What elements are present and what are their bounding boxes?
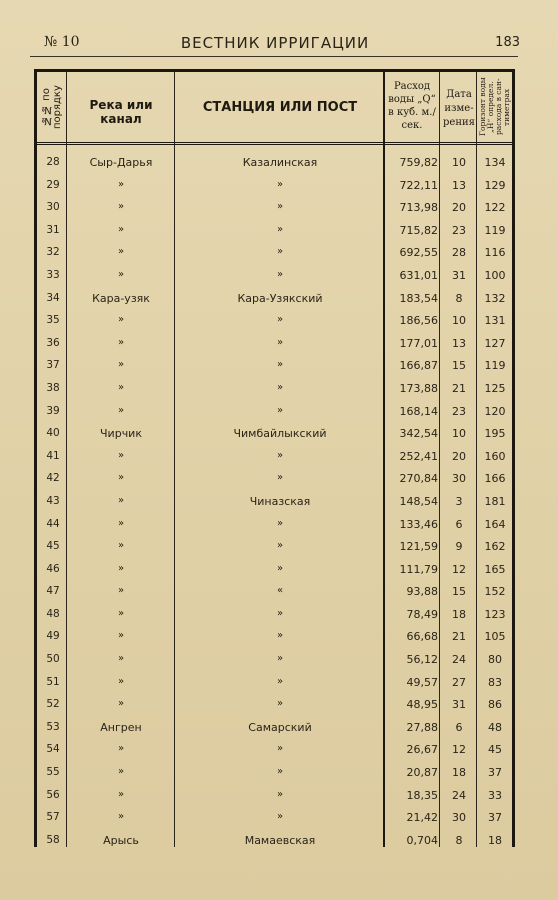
cell-flow: 48,95 — [406, 698, 438, 712]
cell-date: 12 — [452, 743, 466, 757]
cell-station: » — [276, 201, 284, 213]
cell-level: 100 — [484, 268, 506, 282]
table-row — [37, 603, 512, 626]
cell-date: 31 — [452, 698, 466, 712]
cell-river: » — [117, 494, 125, 506]
cell-level: 123 — [484, 607, 506, 621]
cell-station: » — [276, 268, 284, 280]
cell-station: » — [276, 540, 284, 552]
header-separator — [37, 142, 512, 145]
cell-level: 37 — [488, 811, 502, 825]
cell-river: Сыр-Дарья — [89, 156, 153, 169]
table-row — [37, 354, 512, 377]
cell-river: » — [117, 766, 125, 778]
cell-no: 37 — [46, 359, 60, 372]
cell-no: 49 — [46, 630, 60, 643]
cell-date: 18 — [452, 766, 466, 780]
cell-level: 127 — [484, 336, 506, 350]
cell-flow: 166,87 — [399, 359, 438, 373]
cell-date: 10 — [452, 427, 466, 441]
cell-station: » — [276, 472, 284, 484]
cell-river: » — [117, 336, 125, 348]
cell-no: 33 — [46, 268, 60, 281]
cell-river: » — [117, 517, 125, 529]
cell-station: » — [276, 562, 284, 574]
table-row — [37, 377, 512, 400]
cell-no: 34 — [46, 291, 60, 304]
cell-station: » — [276, 698, 284, 710]
cell-date: 12 — [452, 562, 466, 576]
data-table — [34, 69, 515, 847]
table-row — [37, 422, 512, 445]
cell-date: 28 — [452, 246, 466, 260]
cell-river: » — [117, 314, 125, 326]
cell-level: 164 — [484, 517, 506, 531]
cell-no: 28 — [46, 156, 60, 168]
cell-date: 10 — [452, 314, 466, 328]
cell-flow: 270,84 — [399, 472, 438, 486]
table-body — [37, 151, 512, 851]
cell-river: » — [117, 381, 125, 393]
cell-date: 8 — [455, 291, 463, 305]
cell-date: 30 — [452, 472, 466, 486]
header-river: Река или канал — [89, 98, 153, 126]
header-number: №№ по порядку — [41, 85, 63, 129]
cell-flow: 18,35 — [406, 788, 438, 802]
cell-river: » — [117, 585, 125, 597]
cell-level: 195 — [484, 427, 506, 441]
table-row — [37, 467, 512, 490]
cell-level: 125 — [484, 381, 506, 395]
cell-station: » — [276, 223, 284, 235]
cell-level: 48 — [488, 720, 502, 734]
cell-station: » — [276, 517, 284, 529]
cell-station: » — [276, 675, 284, 687]
cell-level: 160 — [484, 449, 506, 463]
table-row — [37, 580, 512, 603]
cell-river: » — [117, 743, 125, 755]
table-row — [37, 400, 512, 423]
cell-no: 56 — [46, 788, 60, 801]
journal-title: ВЕСТНИК ИРРИГАЦИИ — [180, 34, 370, 52]
cell-level: 119 — [484, 223, 506, 237]
table-row — [37, 671, 512, 694]
cell-level: 134 — [484, 156, 506, 169]
cell-no: 39 — [46, 404, 60, 417]
cell-date: 21 — [452, 381, 466, 395]
cell-flow: 121,59 — [399, 540, 438, 554]
table-row — [37, 287, 512, 310]
cell-flow: 20,87 — [406, 766, 438, 780]
cell-level: 116 — [484, 246, 506, 260]
cell-level: 165 — [484, 562, 506, 576]
cell-flow: 252,41 — [399, 449, 438, 463]
cell-level: 132 — [484, 291, 506, 305]
table-row — [37, 490, 512, 513]
header-station: СТАНЦИЯ ИЛИ ПОСТ — [202, 100, 358, 115]
cell-date: 15 — [452, 585, 466, 599]
cell-flow: 715,82 — [399, 223, 438, 237]
cell-station: » — [276, 314, 284, 326]
cell-no: 42 — [46, 472, 60, 485]
header-flow: Расход воды „Q“ в куб. м./сек. — [388, 81, 436, 131]
cell-no: 50 — [46, 653, 60, 666]
cell-river: Чирчик — [100, 427, 142, 441]
cell-river: » — [117, 698, 125, 710]
cell-no: 40 — [46, 427, 60, 440]
cell-level: 33 — [488, 788, 502, 802]
cell-date: 21 — [452, 630, 466, 644]
table-row — [37, 219, 512, 242]
table-row — [37, 445, 512, 468]
cell-level: 152 — [484, 585, 506, 599]
cell-date: 24 — [452, 653, 466, 667]
table-row — [37, 806, 512, 829]
table-row — [37, 535, 512, 558]
cell-level: 119 — [484, 359, 506, 373]
table-row — [37, 309, 512, 332]
cell-flow: 27,88 — [406, 720, 438, 734]
cell-no: 38 — [46, 381, 60, 394]
cell-flow: 26,67 — [406, 743, 438, 757]
cell-river: » — [117, 268, 125, 280]
cell-date: 10 — [452, 156, 466, 169]
cell-no: 30 — [46, 201, 60, 214]
cell-station: » — [276, 630, 284, 642]
cell-river: » — [117, 562, 125, 574]
running-head — [30, 34, 520, 56]
table-row — [37, 196, 512, 219]
cell-level: 129 — [484, 178, 506, 192]
cell-river: » — [117, 675, 125, 687]
cell-date: 15 — [452, 359, 466, 373]
cell-level: 181 — [484, 494, 506, 508]
cell-flow: 111,79 — [399, 562, 438, 576]
cell-date: 23 — [452, 223, 466, 237]
cell-no: 29 — [46, 178, 60, 191]
cell-flow: 21,42 — [406, 811, 438, 825]
cell-no: 31 — [46, 223, 60, 236]
table-row — [37, 738, 512, 761]
cell-flow: 722,11 — [399, 178, 438, 192]
table-row — [37, 648, 512, 671]
cell-flow: 342,54 — [399, 427, 438, 441]
cell-flow: 93,88 — [406, 585, 438, 599]
table-row — [37, 625, 512, 648]
cell-river: » — [117, 630, 125, 642]
table-row — [37, 264, 512, 287]
cell-station: Чимбайлыкский — [233, 427, 327, 441]
cell-river: Арысь — [103, 833, 139, 847]
cell-river: » — [117, 607, 125, 619]
cell-river: » — [117, 404, 125, 416]
cell-level: 105 — [484, 630, 506, 644]
cell-flow: 56,12 — [406, 653, 438, 667]
cell-flow: 183,54 — [399, 291, 438, 305]
cell-level: 18 — [488, 833, 502, 847]
cell-river: » — [117, 653, 125, 665]
cell-no: 58 — [46, 833, 60, 846]
cell-date: 23 — [452, 404, 466, 418]
cell-no: 55 — [46, 766, 60, 779]
header-date: Дата изме-рения — [443, 89, 475, 128]
table-row — [37, 151, 512, 174]
cell-level: 83 — [488, 675, 502, 689]
cell-station: » — [276, 766, 284, 778]
cell-no: 35 — [46, 314, 60, 327]
cell-date: 27 — [452, 675, 466, 689]
cell-no: 46 — [46, 562, 60, 575]
cell-station: » — [276, 381, 284, 393]
cell-station: Кара-Узякский — [237, 291, 323, 305]
cell-level: 86 — [488, 698, 502, 712]
cell-river: » — [117, 540, 125, 552]
cell-flow: 173,88 — [399, 381, 438, 395]
cell-flow: 133,46 — [399, 517, 438, 531]
cell-date: 20 — [452, 201, 466, 215]
cell-station: Чиназская — [249, 494, 311, 508]
cell-no: 32 — [46, 246, 60, 259]
table-row — [37, 513, 512, 536]
cell-level: 45 — [488, 743, 502, 757]
cell-date: 30 — [452, 811, 466, 825]
cell-flow: 66,68 — [406, 630, 438, 644]
cell-date: 6 — [455, 517, 463, 531]
cell-station: » — [276, 653, 284, 665]
cell-date: 20 — [452, 449, 466, 463]
cell-station: Самарский — [248, 720, 312, 734]
cell-river: » — [117, 472, 125, 484]
cell-level: 120 — [484, 404, 506, 418]
cell-date: 31 — [452, 268, 466, 282]
cell-flow: 692,55 — [399, 246, 438, 260]
cell-river: » — [117, 201, 125, 213]
table-row — [37, 332, 512, 355]
cell-river: Кара-узяк — [92, 291, 150, 305]
cell-no: 36 — [46, 336, 60, 349]
cell-flow: 0,704 — [406, 833, 438, 847]
cell-flow: 148,54 — [399, 494, 438, 508]
cell-flow: 186,56 — [399, 314, 438, 328]
header-level: Горизонт воды „Н“ определ. расхода в сан-тиметрах — [478, 77, 511, 137]
cell-no: 57 — [46, 811, 60, 824]
cell-station: » — [276, 449, 284, 461]
cell-station: Мамаевская — [244, 833, 316, 847]
cell-station: » — [276, 178, 284, 190]
cell-station: » — [276, 788, 284, 800]
cell-date: 24 — [452, 788, 466, 802]
cell-flow: 168,14 — [399, 404, 438, 418]
cell-no: 51 — [46, 675, 60, 688]
cell-station: » — [276, 811, 284, 823]
cell-station: » — [276, 743, 284, 755]
cell-level: 122 — [484, 201, 506, 215]
cell-date: 9 — [455, 540, 463, 554]
cell-flow: 78,49 — [406, 607, 438, 621]
cell-date: 8 — [455, 833, 463, 847]
cell-station: » — [276, 404, 284, 416]
cell-level: 80 — [488, 653, 502, 667]
cell-date: 13 — [452, 336, 466, 350]
table-row — [37, 784, 512, 807]
cell-river: Ангрен — [100, 720, 142, 734]
cell-no: 48 — [46, 607, 60, 620]
table-row — [37, 174, 512, 197]
table-row — [37, 241, 512, 264]
table-row — [37, 693, 512, 716]
page-number: 183 — [495, 35, 520, 50]
cell-no: 54 — [46, 743, 60, 756]
cell-station: » — [276, 359, 284, 371]
cell-no: 44 — [46, 517, 60, 530]
cell-river: » — [117, 449, 125, 461]
table-row — [37, 558, 512, 581]
cell-date: 18 — [452, 607, 466, 621]
cell-flow: 631,01 — [399, 268, 438, 282]
cell-level: 162 — [484, 540, 506, 554]
cell-station: » — [276, 336, 284, 348]
cell-flow: 713,98 — [399, 201, 438, 215]
cell-river: » — [117, 178, 125, 190]
table-row — [37, 716, 512, 739]
header-rule — [30, 56, 518, 57]
cell-flow: 759,82 — [399, 156, 438, 169]
cell-river: » — [117, 788, 125, 800]
table-row — [37, 761, 512, 784]
cell-river: » — [117, 811, 125, 823]
cell-no: 41 — [46, 449, 60, 462]
cell-no: 43 — [46, 494, 60, 507]
cell-station: Казалинская — [242, 156, 318, 169]
cell-station: « — [276, 585, 284, 597]
cell-no: 52 — [46, 698, 60, 711]
cell-date: 13 — [452, 178, 466, 192]
cell-flow: 49,57 — [406, 675, 438, 689]
cell-date: 3 — [455, 494, 463, 508]
cell-no: 53 — [46, 720, 60, 733]
cell-date: 6 — [455, 720, 463, 734]
cell-level: 166 — [484, 472, 506, 486]
cell-station: » — [276, 246, 284, 258]
cell-flow: 177,01 — [399, 336, 438, 350]
cell-river: » — [117, 359, 125, 371]
cell-station: » — [276, 607, 284, 619]
cell-level: 131 — [484, 314, 506, 328]
cell-no: 47 — [46, 585, 60, 598]
cell-river: » — [117, 223, 125, 235]
issue-number: № 10 — [44, 34, 80, 50]
cell-level: 37 — [488, 766, 502, 780]
cell-river: » — [117, 246, 125, 258]
table-row — [37, 829, 512, 852]
cell-no: 45 — [46, 540, 60, 553]
